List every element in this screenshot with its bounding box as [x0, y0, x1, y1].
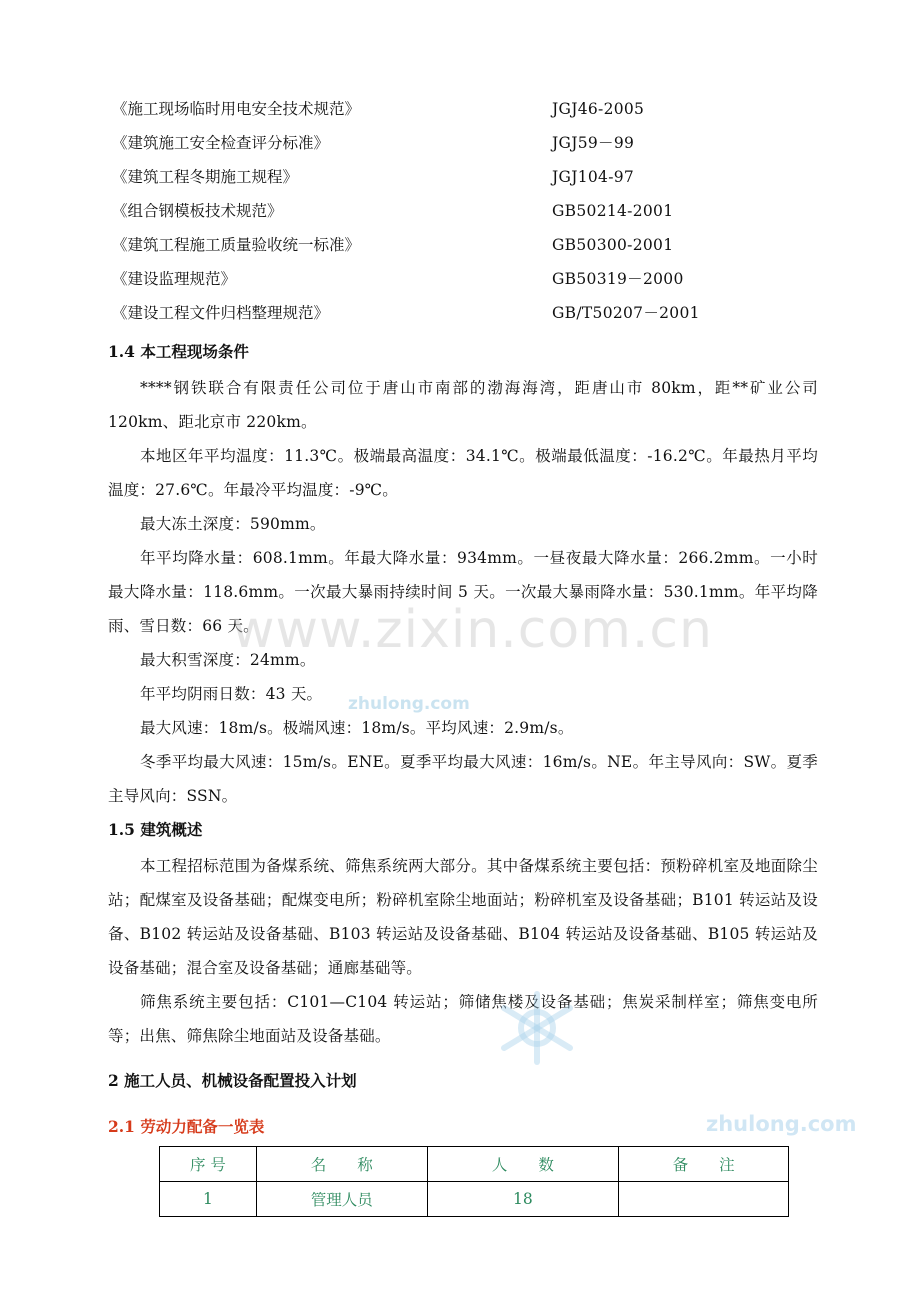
- section-heading: 1.5 建筑概述: [108, 820, 203, 839]
- paragraph: 最大冻土深度：590mm。: [140, 515, 326, 533]
- section-heading: 1.4 本工程现场条件: [108, 342, 249, 361]
- table-header-cell: 序 号: [160, 1147, 257, 1182]
- paragraph: 本工程招标范围为备煤系统、筛焦系统两大部分。其中备煤系统主要包括：预粉碎机室及地面除尘站；配煤室及设备基础；配煤变电所；粉碎机室除尘地面站；粉碎机室及设备基础；B101 转运站及设备、B102 转运站及设备基础、B103 转运站及设备基础、B104 转运站及设备基础、B105 转运站及设备基础；混合室及设备基础；通廊基础等。: [108, 857, 818, 977]
- labor-table: [159, 1146, 789, 1217]
- watermark-text: zhulong.com: [706, 1112, 857, 1136]
- watermark-text: www.zixin.com.cn: [232, 600, 713, 660]
- table-header-cell: 人 数: [427, 1147, 619, 1182]
- standard-name: 《建设工程文件归档整理规范》: [112, 304, 330, 322]
- table-cell: 管理人员: [256, 1182, 427, 1217]
- standard-row: [112, 232, 812, 266]
- standard-row: [112, 266, 812, 300]
- standard-code: GB/T50207－2001: [552, 304, 700, 322]
- standard-code: JGJ59－99: [552, 134, 635, 152]
- section-building-overview: [108, 817, 818, 1053]
- section-site-conditions: [108, 339, 818, 813]
- snowflake-watermark-icon: [482, 988, 592, 1068]
- table-cell: 1: [160, 1182, 257, 1217]
- standard-code: GB50319－2000: [552, 270, 684, 288]
- standard-code: GB50300-2001: [552, 236, 674, 254]
- standard-name: 《建筑施工安全检查评分标准》: [112, 134, 330, 152]
- section-heading: 2.1 劳动力配备一览表: [108, 1117, 265, 1136]
- standard-code: JGJ104-97: [552, 168, 635, 186]
- standard-name: 《建筑工程冬期施工规程》: [112, 168, 299, 186]
- standard-row: [112, 164, 812, 198]
- standard-row: [112, 96, 812, 130]
- standard-row: [112, 130, 812, 164]
- paragraph: 最大风速：18m/s。极端风速：18m/s。平均风速：2.9m/s。: [140, 719, 574, 737]
- paragraph: 筛焦系统主要包括：C101—C104 转运站；筛储焦楼及设备基础；焦炭采制样室；筛焦变电所等；出焦、筛焦除尘地面站及设备基础。: [108, 993, 818, 1045]
- table-header-cell: 备 注: [619, 1147, 789, 1182]
- standard-row: [112, 198, 812, 232]
- standard-name: 《建筑工程施工质量验收统一标准》: [112, 236, 361, 254]
- standards-list: [112, 96, 812, 334]
- standard-row: [112, 300, 812, 334]
- table-header-row: [160, 1147, 789, 1182]
- paragraph: 冬季平均最大风速：15m/s。ENE。夏季平均最大风速：16m/s。NE。年主导风向：SW。夏季主导风向：SSN。: [108, 753, 818, 805]
- watermark-text: zhulong.com: [348, 694, 470, 714]
- paragraph: 年平均阴雨日数：43 天。: [140, 685, 323, 703]
- section-staffing-plan: [108, 1068, 818, 1094]
- table-cell: 18: [427, 1182, 619, 1217]
- standard-name: 《组合钢模板技术规范》: [112, 202, 283, 220]
- paragraph: 本地区年平均温度：11.3℃。极端最高温度：34.1℃。极端最低温度：-16.2℃。年最热月平均温度：27.6℃。年最冷平均温度：-9℃。: [108, 447, 818, 499]
- section-labor-table: [108, 1114, 818, 1140]
- section-heading: 2 施工人员、机械设备配置投入计划: [108, 1071, 357, 1090]
- standard-name: 《施工现场临时用电安全技术规范》: [112, 100, 361, 118]
- paragraph: 年平均降水量：608.1mm。年最大降水量：934mm。一昼夜最大降水量：266.2mm。一小时最大降水量：118.6mm。一次最大暴雨持续时间 5 天。一次最大暴雨降水量：530.1mm。年平均降雨、雪日数：66 天。: [108, 549, 818, 635]
- standard-name: 《建设监理规范》: [112, 270, 237, 288]
- paragraph: ****钢铁联合有限责任公司位于唐山市南部的渤海海湾，距唐山市 80km，距**矿业公司 120km、距北京市 220km。: [108, 379, 818, 431]
- standard-code: GB50214-2001: [552, 202, 674, 220]
- standard-code: JGJ46-2005: [552, 100, 645, 118]
- table-row: [160, 1182, 789, 1217]
- table-cell: [619, 1182, 789, 1217]
- paragraph: 最大积雪深度：24mm。: [140, 651, 316, 669]
- table-header-cell: 名 称: [256, 1147, 427, 1182]
